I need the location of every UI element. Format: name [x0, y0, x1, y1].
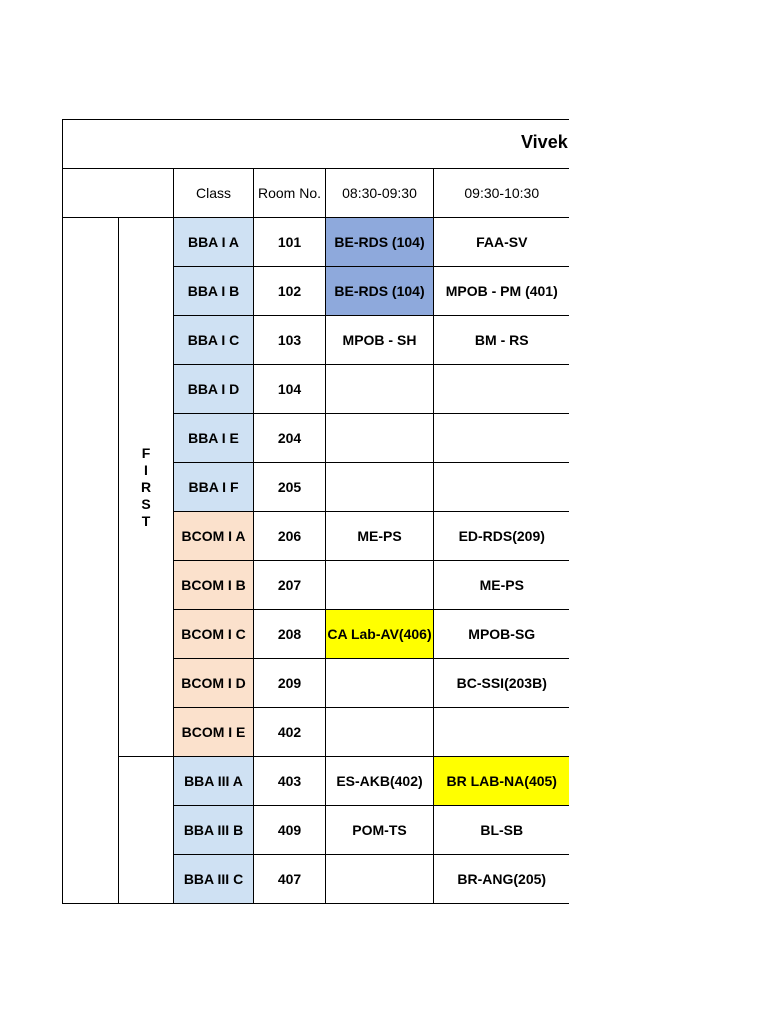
- slot-cell: BL-SB: [434, 806, 570, 855]
- semester-letter: S: [141, 495, 151, 512]
- semester-label-first: [119, 218, 174, 757]
- slot-cell: FAA-SV: [434, 218, 570, 267]
- slot-cell: [326, 463, 434, 512]
- room-cell: 208: [254, 610, 326, 659]
- slot-cell: BE-RDS (104): [326, 267, 434, 316]
- class-cell: BBA I F: [174, 463, 254, 512]
- slot-cell: [434, 365, 570, 414]
- slot-cell: POM-TS: [326, 806, 434, 855]
- room-cell: 407: [254, 855, 326, 904]
- slot-cell: BR LAB-NA(405): [434, 757, 570, 806]
- table-row: [63, 757, 570, 806]
- class-cell: BBA I A: [174, 218, 254, 267]
- slot-cell: [326, 855, 434, 904]
- class-cell: BCOM I B: [174, 561, 254, 610]
- outer-blank-column: [63, 218, 119, 904]
- class-cell: BCOM I E: [174, 708, 254, 757]
- class-cell: BBA III C: [174, 855, 254, 904]
- class-cell: BBA I E: [174, 414, 254, 463]
- slot-cell: [434, 708, 570, 757]
- slot-cell: ED-RDS(209): [434, 512, 570, 561]
- room-cell: 204: [254, 414, 326, 463]
- slot-cell: MPOB - PM (401): [434, 267, 570, 316]
- slot-cell: [326, 659, 434, 708]
- slot-cell: [434, 463, 570, 512]
- room-cell: 409: [254, 806, 326, 855]
- header-row: [63, 169, 570, 218]
- slot-cell: BC-SSI(203B): [434, 659, 570, 708]
- room-cell: 101: [254, 218, 326, 267]
- room-cell: 103: [254, 316, 326, 365]
- slot-cell: BE-RDS (104): [326, 218, 434, 267]
- semester-label-third: [119, 757, 174, 904]
- room-cell: 104: [254, 365, 326, 414]
- class-cell: BBA III A: [174, 757, 254, 806]
- slot-cell: [326, 365, 434, 414]
- slot-cell: ME-PS: [434, 561, 570, 610]
- semester-letter: R: [140, 478, 152, 495]
- class-cell: BBA III B: [174, 806, 254, 855]
- room-cell: 102: [254, 267, 326, 316]
- class-cell: BCOM I D: [174, 659, 254, 708]
- slot-cell: CA Lab-AV(406): [326, 610, 434, 659]
- room-cell: 403: [254, 757, 326, 806]
- class-cell: BCOM I A: [174, 512, 254, 561]
- class-cell: BBA I C: [174, 316, 254, 365]
- timetable-table: [62, 168, 569, 904]
- timetable-sheet: [62, 119, 569, 911]
- slot-cell: [434, 414, 570, 463]
- slot-cell: [326, 414, 434, 463]
- room-cell: 209: [254, 659, 326, 708]
- table-row: [63, 218, 570, 267]
- slot-cell: ES-AKB(402): [326, 757, 434, 806]
- class-cell: BBA I B: [174, 267, 254, 316]
- slot-cell: BM - RS: [434, 316, 570, 365]
- room-cell: 205: [254, 463, 326, 512]
- class-cell: BBA I D: [174, 365, 254, 414]
- slot-cell: MPOB-SG: [434, 610, 570, 659]
- slot-cell: BR-ANG(205): [434, 855, 570, 904]
- header-room: Room No.: [254, 169, 326, 218]
- title-row: [62, 119, 569, 168]
- room-cell: 206: [254, 512, 326, 561]
- header-class: Class: [174, 169, 254, 218]
- room-cell: 207: [254, 561, 326, 610]
- timetable-title: Vivek: [521, 132, 568, 152]
- header-blank-cell: [63, 169, 174, 218]
- semester-letter: F: [141, 444, 151, 461]
- slot-cell: ME-PS: [326, 512, 434, 561]
- class-cell: BCOM I C: [174, 610, 254, 659]
- slot-cell: MPOB - SH: [326, 316, 434, 365]
- slot-cell: [326, 561, 434, 610]
- slot-cell: [326, 708, 434, 757]
- header-slot-1: 08:30-09:30: [326, 169, 434, 218]
- room-cell: 402: [254, 708, 326, 757]
- semester-letter: T: [141, 512, 151, 529]
- header-slot-2: 09:30-10:30: [434, 169, 570, 218]
- semester-letter: I: [144, 461, 148, 478]
